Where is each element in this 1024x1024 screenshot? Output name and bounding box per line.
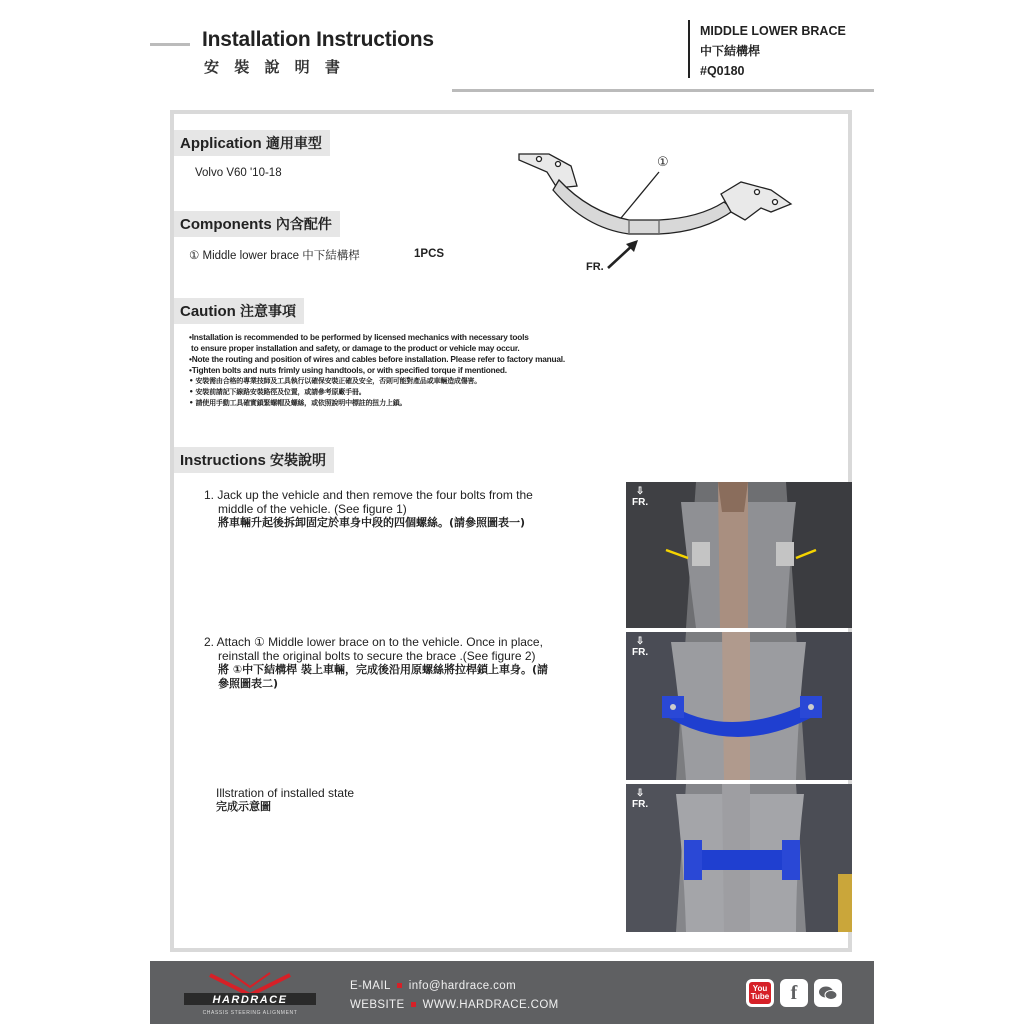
step-2-text: 2. Attach ① Middle lower brace on to the vehicle. Once in place, xyxy=(204,635,543,649)
diagram-callout: ① xyxy=(657,155,669,170)
wechat-icon[interactable] xyxy=(814,979,842,1007)
component-qty: 1PCS xyxy=(414,248,445,260)
header-divider xyxy=(688,20,690,78)
social-icons xyxy=(746,979,842,1007)
page-subtitle-zh: 安 裝 說 明 書 xyxy=(204,58,345,76)
youtube-icon[interactable]: You Tube xyxy=(746,979,774,1007)
figure-3-photo xyxy=(626,784,852,932)
components-heading: Components 內含配件 xyxy=(174,211,340,237)
figure-1-fr: ⇩ FR. xyxy=(632,486,649,508)
brace-diagram xyxy=(509,142,799,272)
caution-line: • 請使用手動工具確實鎖緊螺帽及螺絲，或依照說明中標註的扭力上鎖。 xyxy=(189,399,407,407)
caution-line: •Installation is recommended to be performed by licensed mechanics with necessary tools xyxy=(189,332,529,342)
instruction-sheet xyxy=(150,0,874,1024)
product-name-zh: 中下結構桿 xyxy=(700,44,761,58)
facebook-icon[interactable]: f xyxy=(780,979,808,1007)
caution-line: • 安裝前請記下線路安裝路徑及位置，或請參考原廠手冊。 xyxy=(189,388,366,396)
website-label: WEBSITE xyxy=(350,999,405,1011)
page-title: Installation Instructions xyxy=(202,28,434,51)
vehicle-fitment: Volvo V60 '10-18 xyxy=(195,167,282,179)
step-1-text: 1. Jack up the vehicle and then remove the four bolts from the xyxy=(204,488,533,502)
step-2 xyxy=(204,635,548,691)
hardrace-logo xyxy=(180,971,320,1017)
logo-brand: HARDRACE xyxy=(212,994,288,1006)
figure-3-fr: ⇩ FR. xyxy=(632,788,649,810)
figure-1-photo xyxy=(626,482,852,628)
product-info xyxy=(700,21,846,81)
caution-line: •Tighten bolts and nuts frimly using handtools, or with specified torque if mentioned. xyxy=(189,365,507,375)
front-arrow-icon xyxy=(604,236,644,272)
step-1-text-zh: 將車輛升起後拆卸固定於車身中段的四個螺絲。(請參照圖表一) xyxy=(218,516,526,529)
caution-line: to ensure proper installation and safety, or damage to the product or vehicle may occur. xyxy=(191,343,520,353)
illustration-caption-zh: 完成示意圖 xyxy=(216,800,271,813)
instructions-heading: Instructions 安裝說明 xyxy=(174,447,334,473)
direction-label: FR. xyxy=(586,261,604,272)
website-row xyxy=(350,996,559,1015)
content-frame xyxy=(170,110,852,952)
application-heading: Application 適用車型 xyxy=(174,130,330,156)
step-1-text: middle of the vehicle. (See figure 1) xyxy=(218,502,407,516)
email-label: E-MAIL xyxy=(350,980,391,992)
step-2-text: reinstall the original bolts to secure the brace .(See figure 2) xyxy=(218,649,536,663)
part-number: #Q0180 xyxy=(700,64,745,78)
step-1 xyxy=(204,488,533,530)
email-row xyxy=(350,977,559,996)
contact-info xyxy=(350,977,559,1015)
caution-line: • 安裝需由合格的專業技師及工具執行以確保安裝正確及安全，否則可能對產品或車輛造成傷害。 xyxy=(189,377,482,385)
product-name: MIDDLE LOWER BRACE xyxy=(700,24,846,38)
footer xyxy=(150,961,874,1024)
caution-line: •Note the routing and position of wires and cables before installation. Please refer to factory manual. xyxy=(189,354,566,364)
figure-2-photo xyxy=(626,632,852,780)
logo-tagline: CHASSIS STEERING ALIGNMENT xyxy=(202,1010,298,1016)
component-item: ① Middle lower brace 中下結構桿 xyxy=(189,250,360,262)
caution-list xyxy=(189,332,565,409)
figure-2-fr: ⇩ FR. xyxy=(632,636,649,658)
illustration-caption xyxy=(216,786,354,814)
header-rule-left xyxy=(150,43,190,46)
email-link[interactable]: info@hardrace.com xyxy=(408,980,517,992)
step-2-text-zh: 將 ①中下結構桿 裝上車輛，完成後沿用原螺絲將拉桿鎖上車身。(請 xyxy=(218,663,548,676)
website-link[interactable]: WWW.HARDRACE.COM xyxy=(422,999,559,1011)
illustration-caption-en: Illstration of installed state xyxy=(216,786,355,800)
step-2-text-zh: 參照圖表二) xyxy=(218,677,279,690)
caution-heading: Caution 注意事項 xyxy=(174,298,304,324)
header-rule-right xyxy=(452,89,874,92)
